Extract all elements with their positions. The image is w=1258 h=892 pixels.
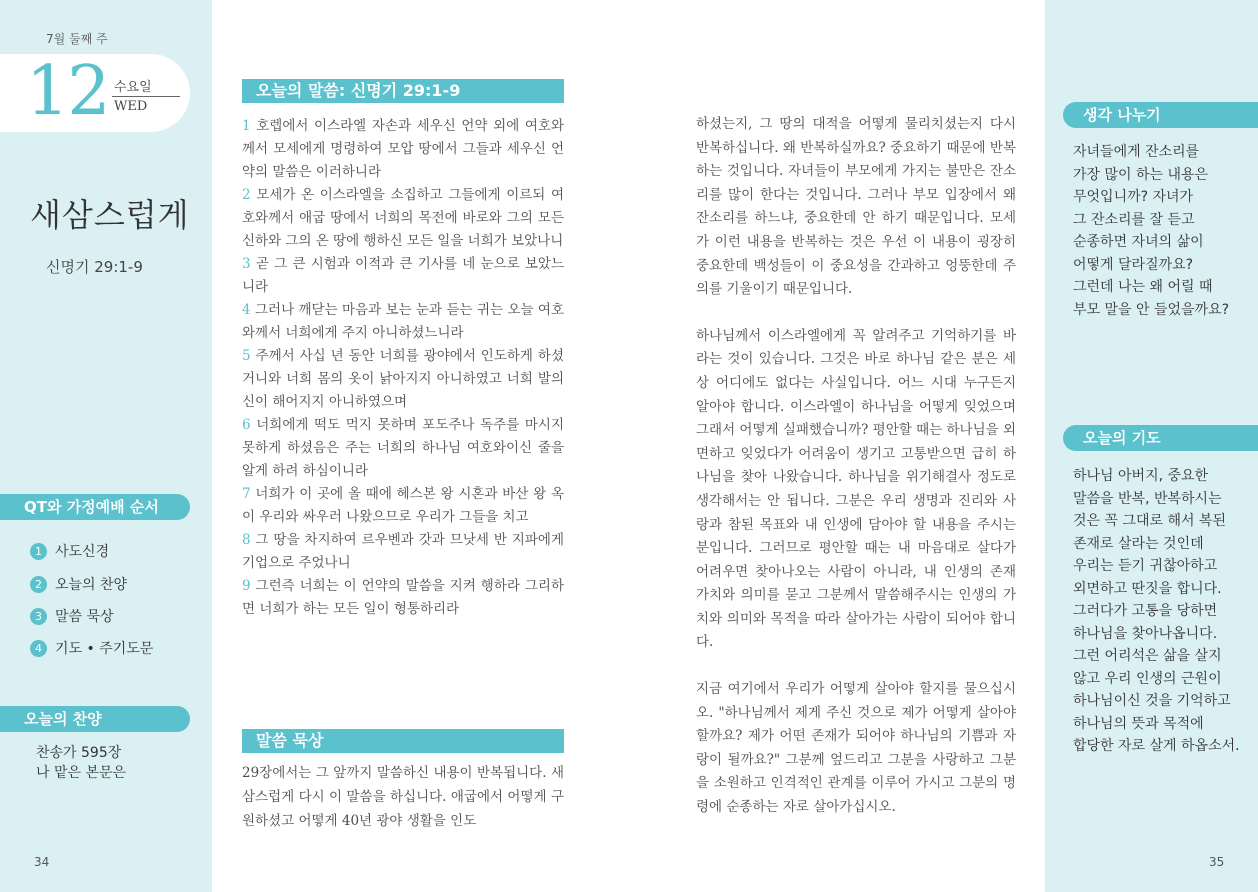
hymn-line: 찬송가 595장	[36, 745, 122, 761]
verse	[242, 529, 564, 575]
share-line: 그 잔소리를 잘 듣고	[1073, 211, 1195, 228]
share-line: 어떻게 달라질까요?	[1073, 256, 1194, 273]
verse	[242, 575, 564, 621]
verse-number: 4	[242, 302, 251, 318]
order-item-label: 오늘의 찬양	[55, 577, 128, 593]
share-text	[1073, 141, 1253, 321]
prayer-line: 않고 우리 인생의 근원이	[1073, 670, 1222, 687]
prayer-line: 그런 어리석은 삶을 살지	[1073, 648, 1222, 664]
weekday-english: WED	[114, 99, 148, 114]
verse-number: 6	[242, 417, 251, 433]
meditation-paragraph: 하셨는지, 그 땅의 대적을 어떻게 물리치셨는지 다시 반복하십니다. 왜 반복하실까요? 중요하기 때문에 반복하는 것입니다. 자녀들이 부모에게 가지는 불만은 잔소리를 많이 한다는 것입니다. 그러나 부모 입장에서 왜 잔소리를 하느냐, 중요한데 안 하기 때문입니다. 모세가 이런 내용을 반복하는 것은 우선 이 내용이 굉장히 중요한데 백성들이 이 중요성을 간과하고 엉뚱한데 주의를 기울이기 때문입니다.	[696, 116, 1016, 298]
verse-text: 그런즉 너희는 이 언약의 말씀을 지켜 행하라 그리하면 너희가 하는 모든 일이 형통하리라	[242, 578, 564, 617]
verse-number: 1	[242, 118, 251, 134]
order-item	[30, 542, 109, 562]
page-number-right: 35	[1209, 855, 1225, 869]
left-sidebar	[0, 0, 212, 892]
order-number-badge: 2	[30, 576, 47, 593]
prayer-line: 하나님의 뜻과 목적에	[1073, 715, 1204, 732]
verse-number: 5	[242, 348, 251, 364]
prayer-line: 우리는 듣기 귀찮아하고	[1073, 558, 1218, 574]
verse	[242, 345, 564, 414]
order-item-label: 기도 • 주기도문	[55, 641, 154, 657]
prayer-line: 합당한 자로 살게 하옵소서.	[1073, 738, 1240, 754]
verse-text: 그러나 깨닫는 마음과 보는 눈과 듣는 귀는 오늘 여호와께서 너희에게 주지 아니하셨느니라	[242, 302, 564, 341]
verse-text: 그 땅을 차지하여 르우벤과 갓과 므낫세 반 지파에게 기업으로 주었나니	[242, 532, 564, 571]
verse	[242, 299, 564, 345]
right-sidebar	[1045, 0, 1258, 892]
verse-text: 주께서 사십 년 동안 너희를 광야에서 인도하게 하셨거니와 너희 몸의 옷이 낡아지지 아니하였고 너희 발의 신이 해어지지 아니하였으며	[242, 348, 564, 410]
verse-text: 너희에게 떡도 먹지 못하며 포도주나 독주를 마시지 못하게 하셨음은 주는 너희의 하나님 여호와이신 줄을 알게 하려 하심이니라	[242, 417, 565, 479]
week-label: 7월 둘째 주	[46, 32, 108, 46]
verse	[242, 483, 564, 529]
verse-text: 너희가 이 곳에 올 때에 헤스본 왕 시혼과 바산 왕 옥이 우리와 싸우러 나왔으므로 우리가 그들을 치고	[242, 486, 564, 525]
prayer-line: 하나님을 찾아나옵니다.	[1073, 625, 1218, 642]
verse-number: 7	[242, 486, 251, 502]
order-item	[30, 575, 127, 595]
verse-number: 8	[242, 532, 251, 548]
verse-number: 3	[242, 256, 251, 272]
order-number-badge: 1	[30, 543, 47, 560]
verse	[242, 414, 564, 483]
verse	[242, 253, 564, 299]
prayer-line: 하나님이신 것을 기억하고	[1073, 693, 1231, 709]
prayer-line: 말씀을 반복, 반복하시는	[1073, 490, 1222, 507]
share-heading: 생각 나누기	[1063, 102, 1258, 128]
meditation-continued	[696, 113, 1016, 843]
prayer-line: 존재로 살라는 것인데	[1073, 535, 1204, 552]
order-item	[30, 639, 153, 659]
scripture-heading: 오늘의 말씀: 신명기 29:1-9	[242, 79, 564, 103]
hymn-line: 나 맡은 본문은	[36, 765, 127, 781]
prayer-heading: 오늘의 기도	[1063, 425, 1258, 451]
prayer-line: 외면하고 딴짓을 합니다.	[1073, 580, 1222, 597]
page-number-left: 34	[34, 855, 50, 869]
order-item-label: 사도신경	[55, 544, 110, 560]
scripture-text	[242, 115, 564, 621]
order-number-badge: 4	[30, 640, 47, 657]
share-line: 부모 말을 안 들었을까요?	[1073, 301, 1230, 318]
verse	[242, 184, 564, 253]
verse-number: 9	[242, 578, 251, 594]
date-divider	[112, 96, 180, 97]
verse	[242, 115, 564, 184]
day-number: 12	[26, 52, 109, 131]
meditation-paragraph: 하나님께서 이스라엘에게 꼭 알려주고 기억하기를 바라는 것이 있습니다. 그것은 바로 하나님 같은 분은 세상 어디에도 없다는 사실입니다. 어느 시대 누구든지 알아야 합니다. 이스라엘이 하나님을 어떻게 잊었으며 그래서 어떻게 실패했습니까? 평안할 때는 하나님을 외면하고 잊었다가 어려움이 생기고 고통받으면 급히 하나님을 찾아 나왔습니다. 하나님을 위기해결사 정도로 생각해서는 안 됩니다. 그분은 우리 생명과 진리와 사랑과 참된 목표와 내 인생에 담아야 할 내용을 주시는 분입니다. 그러므로 평안할 때는 내 마음대로 살다가 어려우면 찾아나오는 사람이 아니라, 내 인생의 존재 가치와 의미를 묻고 그분께서 말씀해주시는 인생의 가치와 의미와 목적을 따라 살아가는 사람이 되어야 합니다.	[696, 327, 1016, 651]
prayer-text	[1073, 465, 1253, 758]
share-line: 순종하면 자녀의 삶이	[1073, 234, 1204, 250]
meditation-intro: 29장에서는 그 앞까지 말씀하신 내용이 반복됩니다. 새삼스럽게 다시 이 말씀을 하십니다. 애굽에서 어떻게 구원하셨고 어떻게 40년 광야 생활을 인도	[242, 765, 564, 829]
share-line: 가장 많이 하는 내용은	[1073, 166, 1209, 183]
page-title: 새삼스럽게	[30, 196, 190, 234]
order-item	[30, 607, 114, 627]
share-line: 무엇입니까? 자녀가	[1073, 189, 1194, 205]
verse-text: 곧 그 큰 시험과 이적과 큰 기사를 네 눈으로 보았느니라	[242, 256, 564, 295]
prayer-line: 그러다가 고통을 당하면	[1073, 603, 1218, 619]
weekday-korean: 수요일	[114, 80, 152, 95]
prayer-line: 것은 꼭 그대로 해서 복된	[1073, 513, 1227, 529]
order-heading: QT와 가정예배 순서	[0, 494, 190, 520]
order-number-badge: 3	[30, 608, 47, 625]
verse-number: 2	[242, 187, 251, 203]
meditation-heading: 말씀 묵상	[242, 729, 564, 753]
meditation-paragraph: 지금 여기에서 우리가 어떻게 살아야 할지를 물으십시오. "하나님께서 제게 주신 것으로 제가 어떻게 살아야 할까요? 제가 어떤 존재가 되어야 하나님의 기쁨과 자랑이 될까요?" 그분께 엎드리고 그분을 사랑하고 그분을 소원하고 인격적인 관계를 이루어 가시고 그분의 명령에 순종하는 자로 살아가십시오.	[696, 681, 1016, 816]
prayer-line: 하나님 아버지, 중요한	[1073, 468, 1209, 484]
share-line: 자녀들에게 잔소리를	[1073, 144, 1200, 160]
share-line: 그런데 나는 왜 어릴 때	[1073, 279, 1213, 295]
hymn-heading: 오늘의 찬양	[0, 706, 190, 732]
verse-text: 모세가 온 이스라엘을 소집하고 그들에게 이르되 여호와께서 애굽 땅에서 너희의 목전에 바로와 그의 모든 신하와 그의 온 땅에 행하신 모든 일을 너희가 보았나니	[242, 187, 565, 249]
scripture-reference: 신명기 29:1-9	[46, 258, 143, 276]
order-item-label: 말씀 묵상	[55, 609, 114, 625]
verse-text: 호렙에서 이스라엘 자손과 세우신 언약 외에 여호와께서 모세에게 명령하여 모압 땅에서 그들과 세우신 언약의 말씀은 이러하니라	[242, 118, 565, 180]
